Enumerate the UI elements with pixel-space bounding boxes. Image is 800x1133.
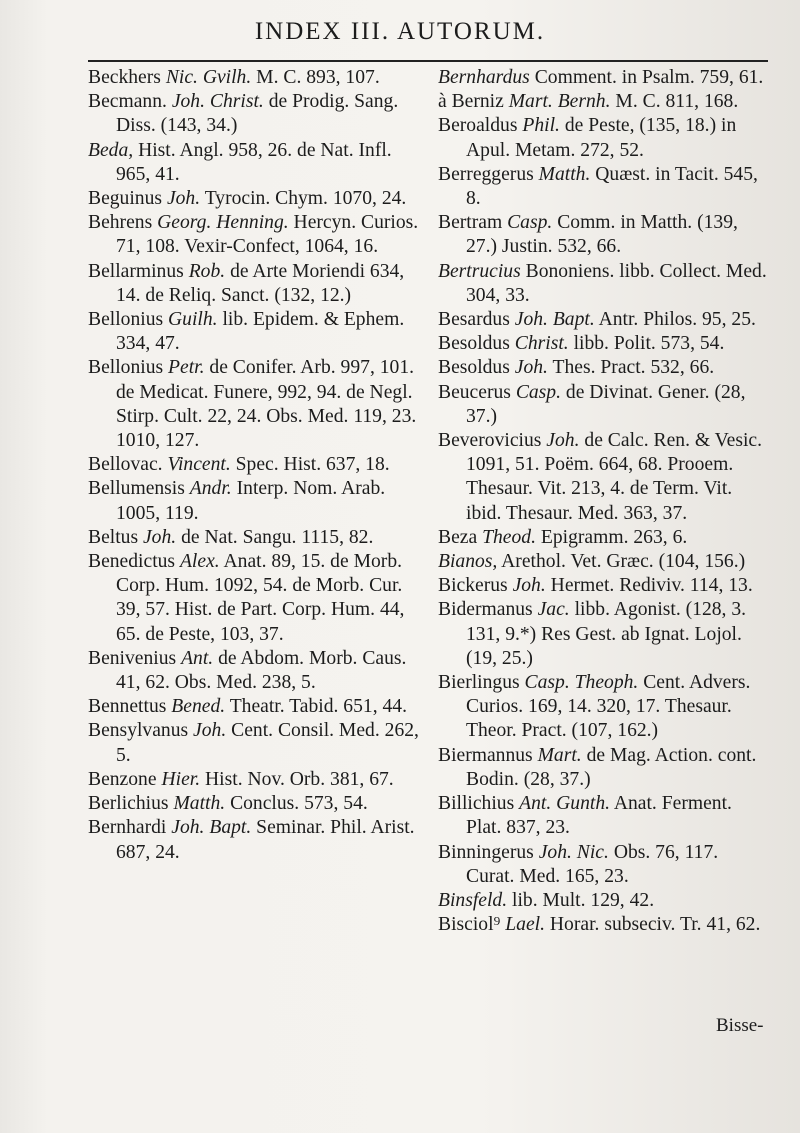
index-entry (438, 429, 768, 526)
index-entry (88, 260, 430, 308)
work-references: M. C. 893, 107. (256, 67, 380, 88)
author-given-name: Andr. (189, 478, 232, 500)
author-given-name: Nic. Gvilh. (165, 67, 252, 88)
index-entry (88, 719, 430, 767)
work-references: de Peste, (135, 18.) in Apul. Metam. 272, 52. (466, 115, 737, 161)
work-references: Theatr. Tabid. 651, 44. (229, 696, 407, 718)
author-given-name: Phil. (522, 115, 560, 137)
work-references: lib. Mult. 129, 42. (512, 889, 655, 911)
index-entry (438, 913, 768, 937)
index-entry (438, 90, 768, 114)
work-references: Epigramm. 263, 6. (540, 526, 688, 548)
index-entry (88, 187, 430, 211)
work-references: Comm. in Matth. (139, 27.) Justin. 532, 66. (466, 212, 738, 258)
author-surname: Bensylvanus (88, 720, 189, 742)
index-entry (438, 356, 768, 380)
author-given-name: Beda, (88, 139, 134, 161)
author-given-name: Matth. (173, 793, 226, 815)
author-surname: Becmann. (88, 91, 167, 113)
work-references: M. C. 811, 168. (615, 91, 739, 113)
author-surname: Bernhardi (88, 817, 167, 839)
author-given-name: Joh. (512, 575, 546, 597)
work-references: Horar. subseciv. Tr. 41, 62. (549, 914, 761, 936)
work-references: Hercyn. Curios. 71, 108. Vexir-Confect, 1064, 16. (116, 212, 419, 258)
index-entry (438, 792, 768, 840)
author-surname: Bennettus (88, 696, 167, 718)
author-surname: Berlichius (88, 793, 169, 815)
author-surname: Beltus (88, 526, 139, 548)
author-given-name: Casp. (515, 381, 561, 403)
author-given-name: Jac. (537, 599, 570, 621)
work-references: Seminar. Phil. Arist. 687, 24. (116, 817, 415, 863)
page-title: INDEX III. AUTORUM. (254, 18, 546, 45)
author-surname: Bellonius (88, 357, 164, 379)
index-entry (438, 598, 768, 671)
author-given-name: Casp. (507, 212, 553, 234)
work-references: Hermet. Rediviv. 114, 13. (550, 575, 753, 597)
work-references: Bononiens. libb. Collect. Med. 304, 33. (466, 260, 767, 306)
index-entry (88, 768, 430, 792)
work-references: Interp. Nom. Arab. 1005, 119. (116, 478, 386, 524)
index-entry (88, 356, 430, 453)
author-given-name: Binsfeld. (438, 889, 508, 911)
author-given-name: Mart. (537, 744, 582, 766)
author-given-name: Casp. Theoph. (524, 672, 639, 694)
work-references: Conclus. 573, 54. (230, 793, 368, 815)
author-surname: Beucerus (438, 381, 511, 403)
author-surname: Beroaldus (438, 115, 518, 137)
author-given-name: Bernhardus (438, 67, 530, 88)
author-surname: Bellovac. (88, 454, 163, 476)
index-entry (438, 163, 768, 211)
author-given-name: Ant. (181, 647, 214, 669)
index-entry (88, 308, 430, 356)
index-entry (88, 526, 430, 550)
author-given-name: Rob. (188, 260, 226, 282)
index-entry (438, 744, 768, 792)
author-given-name: Georg. Henning. (157, 212, 289, 234)
work-references: libb. Polit. 573, 54. (573, 333, 725, 355)
work-references: Anat. Ferment. Plat. 837, 23. (466, 793, 732, 839)
author-surname: Beverovicius (438, 430, 542, 452)
work-references: lib. Epidem. & Ephem. 334, 47. (116, 309, 405, 355)
work-references: Anat. 89, 15. de Morb. Corp. Hum. 1092, 54. de Morb. Cur. 39, 57. Hist. de Part. Corp. Hum. 44, 65. de Peste, 103, 37. (116, 551, 405, 645)
author-given-name: Joh. Christ. (171, 91, 264, 113)
author-surname: Benivenius (88, 647, 177, 669)
index-entry (438, 211, 768, 259)
index-entry (438, 308, 768, 332)
index-entry (88, 453, 430, 477)
index-entry (438, 671, 768, 744)
work-references: Cent. Advers. Curios. 169, 14. 320, 17. Thesaur. Theor. Pract. (107, 162.) (466, 672, 751, 742)
index-entry (88, 647, 430, 695)
author-surname: Bellumensis (88, 478, 185, 500)
work-references: de Prodig. Sang. Diss. (143, 34.) (116, 91, 399, 137)
author-given-name: Mart. Bernh. (508, 91, 611, 113)
author-given-name: Joh. Nic. (538, 841, 609, 863)
work-references: Antr. Philos. 95, 25. (598, 309, 756, 331)
author-given-name: Guilh. (168, 309, 218, 331)
index-entry (88, 792, 430, 816)
author-surname: Bidermanus (438, 599, 533, 621)
author-surname: Bertram (438, 212, 503, 234)
author-given-name: Theod. (482, 526, 536, 548)
author-given-name: Bianos, (438, 551, 498, 573)
author-surname: Bisciol⁹ (438, 914, 501, 936)
author-given-name: Joh. (193, 720, 227, 742)
index-entry (438, 66, 768, 90)
work-references: de Nat. Sangu. 1115, 82. (181, 526, 374, 548)
author-surname: Benzone (88, 768, 157, 790)
work-references: Spec. Hist. 637, 18. (235, 454, 390, 476)
work-references: Arethol. Vet. Græc. (104, 156.) (501, 551, 746, 573)
catchword: Bisse- (716, 1015, 764, 1036)
work-references: Quæst. in Tacit. 545, 8. (466, 163, 758, 210)
author-surname: Besoldus (438, 357, 510, 379)
author-surname: Bickerus (438, 575, 508, 597)
work-references: de Mag. Action. cont. Bodin. (28, 37.) (466, 744, 757, 790)
author-given-name: Joh. Bapt. (514, 309, 595, 331)
work-references: Obs. 76, 117. Curat. Med. 165, 23. (466, 841, 719, 887)
index-entry (88, 816, 430, 864)
author-surname: Beckhers (88, 67, 161, 88)
author-given-name: Joh. Bapt. (171, 817, 252, 839)
author-given-name: Hier. (161, 768, 201, 790)
author-given-name: Ant. Gunth. (519, 793, 611, 815)
author-surname: Benedictus (88, 551, 176, 573)
author-surname: à Berniz (438, 91, 504, 113)
work-references: Thes. Pract. 532, 66. (552, 357, 715, 379)
author-surname: Bierlingus (438, 672, 520, 694)
work-references: Comment. in Psalm. 759, 61. (534, 67, 764, 88)
author-surname: Billichius (438, 793, 515, 815)
index-entry (438, 381, 768, 429)
left-column (88, 66, 430, 865)
author-surname: Bellarminus (88, 260, 184, 282)
index-entry (88, 550, 430, 647)
author-given-name: Joh. (142, 526, 177, 548)
author-surname: Berreggerus (438, 163, 534, 185)
author-given-name: Alex. (179, 551, 220, 573)
work-references: de Conifer. Arb. 997, 101. de Medicat. Funere, 992, 94. de Negl. Stirp. Cult. 22, 24. Obs. Med. 119, 23. 1010, 127. (116, 357, 417, 452)
author-given-name: Lael. (505, 914, 545, 936)
work-references: Tyrocin. Chym. 1070, 24. (204, 188, 407, 210)
author-given-name: Joh. (514, 357, 548, 379)
author-given-name: Joh. (546, 430, 580, 452)
index-entry (88, 695, 430, 719)
author-surname: Bellonius (88, 309, 164, 331)
author-given-name: Joh. (166, 188, 201, 210)
index-entry (438, 526, 768, 550)
index-entry (438, 841, 768, 889)
author-surname: Behrens (88, 212, 153, 234)
author-given-name: Bened. (171, 696, 226, 718)
author-given-name: Bertrucius (438, 260, 521, 282)
work-references: libb. Agonist. (128, 3. 131, 9.*) Res Gest. ab Ignat. Lojol. (19, 25.) (466, 599, 747, 669)
header-rule (88, 60, 768, 62)
author-surname: Besoldus (438, 333, 510, 355)
index-entry (438, 574, 768, 598)
index-entry (88, 211, 430, 259)
index-entry (438, 889, 768, 913)
index-entry (438, 114, 768, 162)
author-given-name: Christ. (514, 333, 569, 355)
author-given-name: Petr. (168, 357, 205, 379)
index-entry (88, 90, 430, 138)
author-surname: Biermannus (438, 744, 533, 766)
work-references: de Divinat. Gener. (28, 37.) (466, 381, 746, 427)
author-surname: Besardus (438, 309, 510, 331)
work-references: de Arte Moriendi 634, 14. de Reliq. Sanct. (132, 12.) (116, 260, 405, 306)
index-entry (88, 139, 430, 187)
work-references: de Abdom. Morb. Caus. 41, 62. Obs. Med. 238, 5. (116, 647, 407, 694)
author-surname: Beza (438, 526, 478, 548)
work-references: Hist. Angl. 958, 26. de Nat. Infl. 965, 41. (116, 139, 392, 185)
work-references: de Calc. Ren. & Vesic. 1091, 51. Poëm. 664, 68. Prooem. Thesaur. Vit. 213, 4. de Term. Vit. ibid. Thesaur. Med. 363, 37. (466, 430, 762, 524)
work-references: Cent. Consil. Med. 262, 5. (116, 720, 419, 766)
index-entry (438, 260, 768, 308)
author-given-name: Matth. (538, 163, 591, 185)
author-surname: Binningerus (438, 841, 534, 863)
index-entry (88, 66, 430, 90)
right-column (438, 66, 768, 937)
index-entry (438, 550, 768, 574)
index-entry (438, 332, 768, 356)
index-entry (88, 477, 430, 525)
author-given-name: Vincent. (167, 454, 231, 476)
work-references: Hist. Nov. Orb. 381, 67. (205, 768, 394, 790)
author-surname: Beguinus (88, 188, 163, 210)
